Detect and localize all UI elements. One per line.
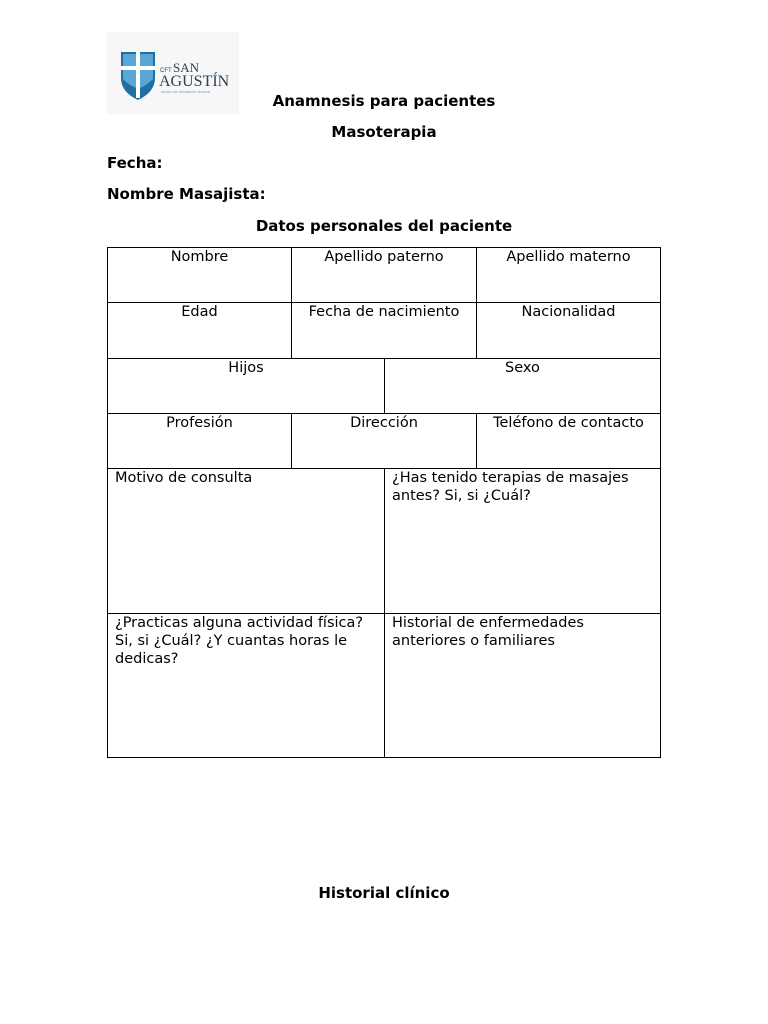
cell-apellido-materno[interactable] [477, 248, 660, 303]
cell-terapias-previas[interactable] [385, 469, 660, 614]
cell-label: ¿Practicas alguna actividad física? Si, si ¿Cuál? ¿Y cuantas horas le dedicas? [115, 615, 364, 667]
cell-label: Historial de enfermedades anteriores o familiares [392, 615, 584, 649]
document-subtitle: Masoterapia [331, 123, 437, 141]
cell-telefono-de-contacto[interactable] [477, 414, 660, 469]
cell-label: Apellido paterno [324, 249, 444, 265]
svg-text:centro de formación técnica: centro de formación técnica [161, 89, 211, 94]
cell-label: Dirección [350, 415, 418, 431]
nombre-masajista-label: Nombre Masajista: [107, 185, 266, 203]
cell-label: Edad [181, 304, 218, 320]
document-title: Anamnesis para pacientes [272, 92, 496, 110]
cell-edad[interactable] [108, 303, 292, 359]
cell-label: Hijos [228, 360, 264, 376]
cell-label: Fecha de nacimiento [308, 304, 460, 320]
cell-direccion[interactable] [292, 414, 477, 469]
cell-label: Apellido materno [506, 249, 631, 265]
cell-profesion[interactable] [108, 414, 292, 469]
cell-label: Motivo de consulta [115, 470, 253, 486]
cell-apellido-paterno[interactable] [292, 248, 477, 303]
cell-label: Nombre [170, 249, 229, 265]
svg-text:CFT: CFT [160, 68, 172, 74]
svg-text:SAN: SAN [173, 60, 200, 75]
cell-label: ¿Has tenido terapias de masajes antes? Si, si ¿Cuál? [392, 470, 629, 504]
cell-nacionalidad[interactable] [477, 303, 660, 359]
cell-nombre[interactable] [108, 248, 292, 303]
svg-text:AGUSTÍN: AGUSTÍN [159, 73, 230, 90]
cell-actividad-fisica[interactable] [108, 614, 385, 757]
datos-personales-table [107, 247, 661, 758]
historial-clinico-title: Historial clínico [318, 884, 450, 902]
cell-fecha-de-nacimiento[interactable] [292, 303, 477, 359]
cell-motivo-de-consulta[interactable] [108, 469, 385, 614]
cell-hijos[interactable] [108, 359, 385, 414]
cell-label: Nacionalidad [521, 304, 616, 320]
cell-label: Profesión [166, 415, 233, 431]
cell-sexo[interactable] [385, 359, 660, 414]
cell-historial-enfermedades[interactable] [385, 614, 660, 757]
section-title-datos-personales: Datos personales del paciente [255, 217, 513, 235]
cell-label: Teléfono de contacto [493, 415, 644, 431]
fecha-label: Fecha: [107, 154, 163, 172]
cell-label: Sexo [505, 360, 540, 376]
